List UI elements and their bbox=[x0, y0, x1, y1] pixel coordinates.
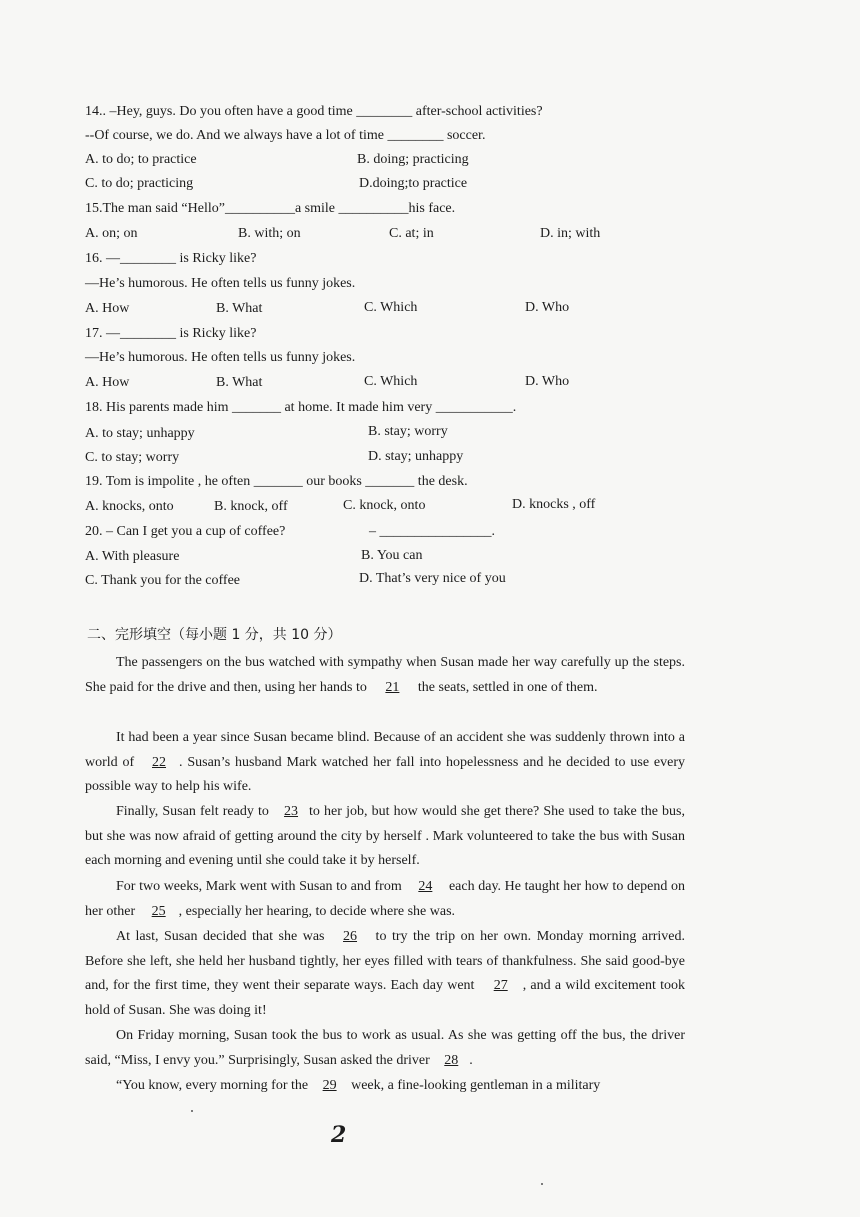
question-15-option-a: A. on; on bbox=[85, 226, 138, 241]
passage-paragraph: “You know, every morning for the 29 week, a fine-looking gentleman in a military bbox=[85, 1074, 685, 1099]
question-14-option-c: C. to do; practicing bbox=[85, 176, 194, 191]
scan-speck bbox=[541, 1183, 543, 1185]
question-15-option-b: B. with; on bbox=[238, 226, 301, 241]
blank-22: 22 bbox=[152, 754, 167, 770]
blank-25: 25 bbox=[151, 903, 166, 919]
question-18-option-c: C. to stay; worry bbox=[85, 450, 180, 465]
passage-paragraph: Finally, Susan felt ready to 23 to her job, but how would she get there? She used to take the bus, but she was now afraid of getting around the city by herself . Mark volunteered to take the bus with Susan each morning and evening until she could take it by herself. bbox=[85, 800, 685, 874]
question-20-option-b: B. You can bbox=[361, 548, 423, 563]
passage-paragraph: On Friday morning, Susan took the bus to work as usual. As she was getting off the bus, the driver said, “Miss, I envy you.” Surprisingly, Susan asked the driver 28 . bbox=[85, 1024, 685, 1073]
question-20-stem: 20. – Can I get you a cup of coffee? bbox=[85, 524, 286, 539]
question-17-option-b: B. What bbox=[216, 375, 263, 390]
blank-26: 26 bbox=[343, 929, 358, 944]
question-20-option-c: C. Thank you for the coffee bbox=[85, 573, 240, 588]
question-16-option-d: D. Who bbox=[525, 300, 570, 315]
blank-24: 24 bbox=[418, 879, 433, 894]
passage-paragraph: It had been a year since Susan became blind. Because of an accident she was suddenly thrown into a world of 22 . Susan’s husband Mark watched her fall into hopelessness and he decided to use every possible way to help his wife. bbox=[85, 730, 685, 794]
question-14-stem: 14.. –Hey, guys. Do you often have a good time ________ after-school activities? bbox=[85, 104, 543, 119]
question-20-option-d: D. That’s very nice of you bbox=[359, 571, 506, 586]
question-19-option-c: C. knock, onto bbox=[343, 498, 426, 513]
question-18-option-b: B. stay; worry bbox=[368, 424, 448, 439]
question-20-option-a: A. With pleasure bbox=[85, 549, 180, 564]
question-18-option-a: A. to stay; unhappy bbox=[85, 426, 195, 441]
question-17-stem-reply: —He’s humorous. He often tells us funny jokes. bbox=[85, 350, 356, 365]
question-16-option-c: C. Which bbox=[364, 300, 418, 315]
question-15-option-c: C. at; in bbox=[389, 226, 434, 241]
question-15-stem: 15.The man said “Hello”__________a smile __________his face. bbox=[85, 201, 456, 216]
question-14-option-b: B. doing; practicing bbox=[357, 152, 469, 167]
page-number: 2 bbox=[331, 1122, 347, 1148]
blank-28: 28 bbox=[444, 1052, 459, 1068]
question-19-stem: 19. Tom is impolite , he often _______ our books _______ the desk. bbox=[85, 474, 468, 489]
question-15-option-d: D. in; with bbox=[540, 226, 601, 241]
question-19-option-d: D. knocks , off bbox=[512, 497, 596, 512]
question-16-option-b: B. What bbox=[216, 301, 263, 316]
question-16-stem: 16. —________ is Ricky like? bbox=[85, 251, 257, 266]
passage-paragraph: The passengers on the bus watched with sympathy when Susan made her way carefully up the steps. She paid for the drive and then, using her hands to 21 the seats, settled in one of them. bbox=[85, 651, 685, 700]
passage-paragraph: For two weeks, Mark went with Susan to and from 24 each day. He taught her how to depend on her other 25 , especially her hearing, to decide where she was. bbox=[85, 875, 685, 924]
question-19-option-b: B. knock, off bbox=[214, 499, 288, 514]
question-18-option-d: D. stay; unhappy bbox=[368, 449, 464, 464]
question-17-option-d: D. Who bbox=[525, 374, 570, 389]
question-19-option-a: A. knocks, onto bbox=[85, 499, 174, 514]
question-14-stem-reply: --Of course, we do. And we always have a lot of time ________ soccer. bbox=[85, 128, 486, 143]
question-14-option-a: A. to do; to practice bbox=[85, 152, 197, 167]
question-17-stem: 17. —________ is Ricky like? bbox=[85, 326, 257, 341]
question-17-option-a: A. How bbox=[85, 375, 130, 390]
passage-paragraph: At last, Susan decided that she was 26 to try the trip on her own. Monday morning arrived. Before she left, she held her husband tightly, her eyes filled with tears of thankfulness. She said good-bye and, for the first time, they went their separate ways. Each day went 27 , and a wild excitement took hold of Susan. She was doing it! bbox=[85, 925, 685, 1023]
question-18-stem: 18. His parents made him _______ at home. It made him very ___________. bbox=[85, 400, 517, 415]
question-14-option-d: D.doing;to practice bbox=[359, 176, 468, 191]
blank-27: 27 bbox=[493, 978, 508, 993]
section-heading-cloze: 二、完形填空（每小题 1 分，共 10 分） bbox=[87, 627, 342, 643]
question-16-option-a: A. How bbox=[85, 301, 130, 316]
blank-23: 23 bbox=[284, 804, 299, 819]
question-17-option-c: C. Which bbox=[364, 374, 418, 389]
blank-21: 21 bbox=[385, 679, 400, 695]
question-20-answer-blank: – ________________. bbox=[369, 524, 495, 539]
question-16-stem-reply: —He’s humorous. He often tells us funny jokes. bbox=[85, 276, 356, 291]
scan-speck bbox=[191, 1110, 193, 1112]
blank-29: 29 bbox=[322, 1078, 337, 1093]
